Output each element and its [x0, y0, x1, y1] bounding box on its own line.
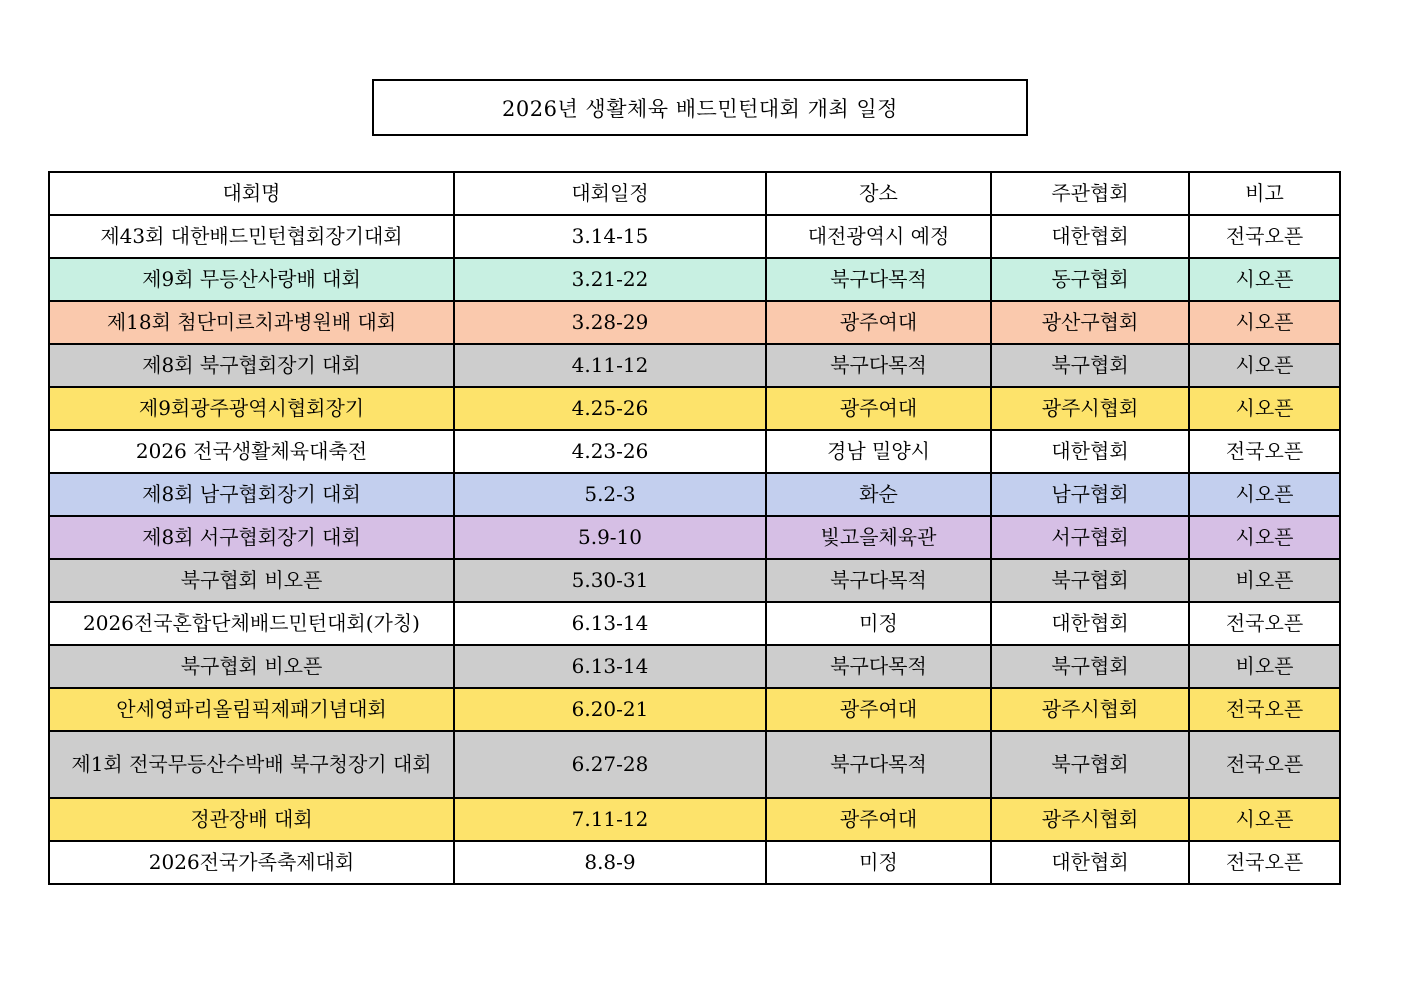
table-row	[49, 645, 1340, 688]
cell-note: 시오픈	[1189, 473, 1340, 516]
cell-host: 서구협회	[991, 516, 1189, 559]
cell-date: 5.30-31	[454, 559, 766, 602]
cell-venue: 미정	[766, 602, 991, 645]
cell-venue: 미정	[766, 841, 991, 884]
header-venue: 장소	[766, 172, 991, 215]
table-row	[49, 841, 1340, 884]
cell-host: 북구협회	[991, 645, 1189, 688]
header-note: 비고	[1189, 172, 1340, 215]
cell-date: 6.13-14	[454, 645, 766, 688]
table-row	[49, 688, 1340, 731]
cell-name: 2026전국가족축제대회	[49, 841, 454, 884]
cell-name: 안세영파리올림픽제패기념대회	[49, 688, 454, 731]
cell-date: 3.21-22	[454, 258, 766, 301]
table-row	[49, 258, 1340, 301]
cell-venue: 북구다목적	[766, 559, 991, 602]
cell-date: 3.14-15	[454, 215, 766, 258]
cell-host: 대한협회	[991, 215, 1189, 258]
cell-name: 제8회 서구협회장기 대회	[49, 516, 454, 559]
cell-name: 정관장배 대회	[49, 798, 454, 841]
cell-name: 북구협회 비오픈	[49, 645, 454, 688]
cell-note: 전국오픈	[1189, 602, 1340, 645]
cell-note: 전국오픈	[1189, 215, 1340, 258]
cell-venue: 북구다목적	[766, 645, 991, 688]
cell-host: 대한협회	[991, 602, 1189, 645]
cell-name: 북구협회 비오픈	[49, 559, 454, 602]
table-row	[49, 602, 1340, 645]
cell-host: 남구협회	[991, 473, 1189, 516]
cell-name: 제18회 첨단미르치과병원배 대회	[49, 301, 454, 344]
cell-note: 시오픈	[1189, 344, 1340, 387]
cell-name: 2026전국혼합단체배드민턴대회(가칭)	[49, 602, 454, 645]
cell-name: 제1회 전국무등산수박배 북구청장기 대회	[49, 731, 454, 798]
cell-host: 광주시협회	[991, 798, 1189, 841]
cell-note: 전국오픈	[1189, 688, 1340, 731]
cell-venue: 빛고을체육관	[766, 516, 991, 559]
header-host: 주관협회	[991, 172, 1189, 215]
cell-host: 대한협회	[991, 841, 1189, 884]
cell-host: 대한협회	[991, 430, 1189, 473]
cell-host: 광주시협회	[991, 688, 1189, 731]
cell-date: 5.2-3	[454, 473, 766, 516]
cell-host: 광주시협회	[991, 387, 1189, 430]
cell-note: 시오픈	[1189, 798, 1340, 841]
cell-date: 4.23-26	[454, 430, 766, 473]
table-row	[49, 387, 1340, 430]
cell-note: 시오픈	[1189, 258, 1340, 301]
cell-date: 4.11-12	[454, 344, 766, 387]
cell-date: 6.27-28	[454, 731, 766, 798]
cell-venue: 북구다목적	[766, 731, 991, 798]
header-date: 대회일정	[454, 172, 766, 215]
cell-date: 7.11-12	[454, 798, 766, 841]
cell-date: 6.20-21	[454, 688, 766, 731]
cell-note: 비오픈	[1189, 559, 1340, 602]
cell-note: 시오픈	[1189, 516, 1340, 559]
cell-note: 전국오픈	[1189, 841, 1340, 884]
cell-note: 시오픈	[1189, 387, 1340, 430]
cell-name: 2026 전국생활체육대축전	[49, 430, 454, 473]
cell-host: 북구협회	[991, 344, 1189, 387]
cell-date: 3.28-29	[454, 301, 766, 344]
cell-note: 비오픈	[1189, 645, 1340, 688]
cell-venue: 광주여대	[766, 387, 991, 430]
cell-date: 6.13-14	[454, 602, 766, 645]
cell-venue: 광주여대	[766, 688, 991, 731]
cell-date: 8.8-9	[454, 841, 766, 884]
cell-venue: 경남 밀양시	[766, 430, 991, 473]
cell-host: 동구협회	[991, 258, 1189, 301]
cell-venue: 화순	[766, 473, 991, 516]
table-row	[49, 430, 1340, 473]
schedule-table	[48, 171, 1341, 885]
cell-date: 4.25-26	[454, 387, 766, 430]
cell-venue: 북구다목적	[766, 344, 991, 387]
table-row	[49, 516, 1340, 559]
cell-venue: 대전광역시 예정	[766, 215, 991, 258]
table-row	[49, 731, 1340, 798]
header-name: 대회명	[49, 172, 454, 215]
table-row	[49, 344, 1340, 387]
cell-name: 제9회광주광역시협회장기	[49, 387, 454, 430]
cell-venue: 북구다목적	[766, 258, 991, 301]
cell-venue: 광주여대	[766, 798, 991, 841]
table-row	[49, 798, 1340, 841]
cell-name: 제8회 남구협회장기 대회	[49, 473, 454, 516]
table-row	[49, 215, 1340, 258]
cell-date: 5.9-10	[454, 516, 766, 559]
table-row	[49, 301, 1340, 344]
table-row	[49, 473, 1340, 516]
cell-host: 북구협회	[991, 731, 1189, 798]
cell-note: 전국오픈	[1189, 731, 1340, 798]
cell-note: 시오픈	[1189, 301, 1340, 344]
cell-venue: 광주여대	[766, 301, 991, 344]
page-title: 2026년 생활체육 배드민턴대회 개최 일정	[372, 79, 1028, 136]
cell-name: 제43회 대한배드민턴협회장기대회	[49, 215, 454, 258]
cell-host: 북구협회	[991, 559, 1189, 602]
cell-note: 전국오픈	[1189, 430, 1340, 473]
table-row	[49, 559, 1340, 602]
cell-name: 제8회 북구협회장기 대회	[49, 344, 454, 387]
table-header-row	[49, 172, 1340, 215]
cell-name: 제9회 무등산사랑배 대회	[49, 258, 454, 301]
cell-host: 광산구협회	[991, 301, 1189, 344]
